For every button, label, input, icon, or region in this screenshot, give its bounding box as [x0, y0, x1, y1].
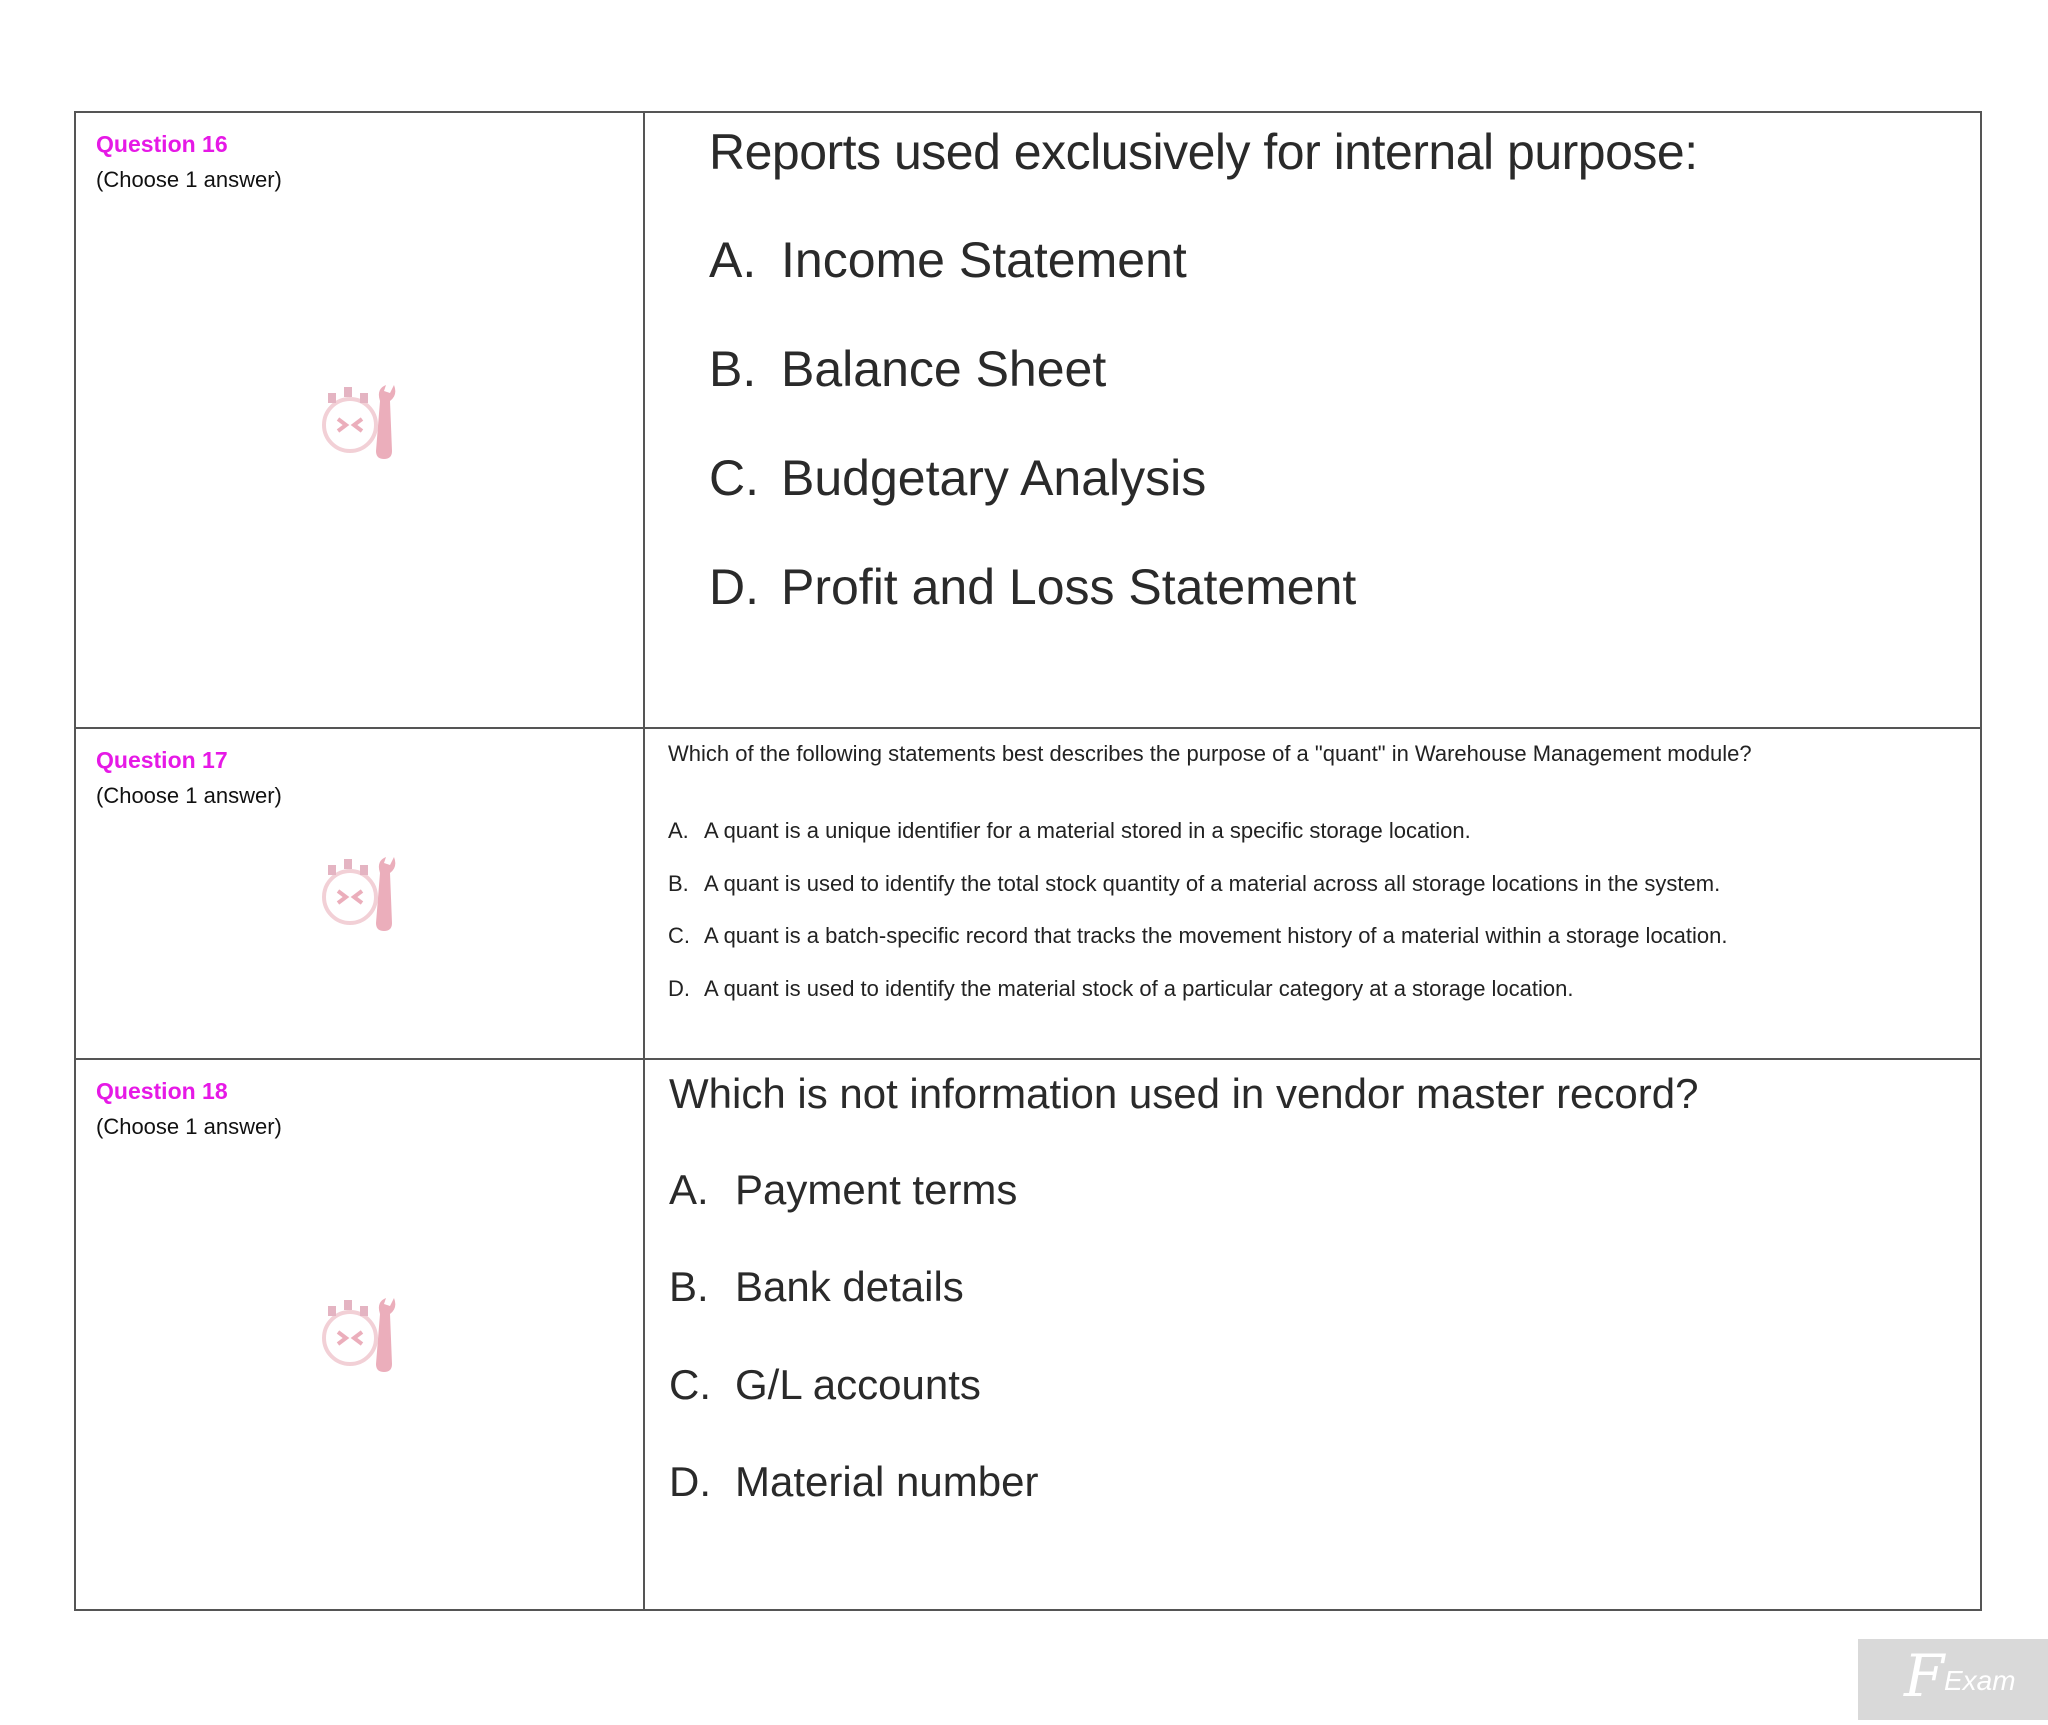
question-row-17: [75, 728, 1981, 1059]
logo-text: Exam: [1944, 1665, 2016, 1696]
answer-option-b[interactable]: [669, 1263, 964, 1311]
answer-option-c[interactable]: [668, 923, 1728, 949]
answer-option-d[interactable]: [668, 976, 1573, 1002]
question-stem: Which is not information used in vendor master record?: [669, 1070, 1699, 1117]
option-text: Balance Sheet: [781, 341, 1107, 397]
choose-note: (Choose 1 answer): [96, 1114, 282, 1139]
answer-option-c[interactable]: [709, 449, 1206, 507]
question-title: Question 17: [96, 747, 228, 773]
option-letter: A.: [669, 1166, 709, 1213]
watermark-icon: [314, 847, 414, 937]
option-letter: C.: [668, 923, 690, 948]
watermark-icon: [314, 375, 414, 465]
answer-option-a[interactable]: [709, 231, 1187, 289]
option-text: A quant is a unique identifier for a material stored in a specific storage location.: [704, 818, 1471, 843]
option-text: A quant is used to identify the total stock quantity of a material across all storage locations in the system.: [704, 871, 1721, 896]
logo-mark: F: [1904, 1642, 1945, 1710]
option-text: A quant is used to identify the material stock of a particular category at a storage location.: [704, 976, 1574, 1001]
option-text: G/L accounts: [735, 1361, 981, 1408]
question-stem: Which of the following statements best describes the purpose of a "quant" in Warehouse Management module?: [668, 741, 1752, 766]
answer-option-a[interactable]: [668, 818, 1471, 844]
question-content-cell: [644, 112, 1981, 728]
choose-note: (Choose 1 answer): [96, 167, 282, 192]
option-text: Budgetary Analysis: [781, 450, 1207, 506]
brand-logo: [1858, 1639, 2048, 1720]
question-meta-cell: [75, 1059, 644, 1610]
question-row-16: [75, 112, 1981, 728]
answer-option-d[interactable]: [669, 1458, 1038, 1506]
option-letter: D.: [668, 976, 690, 1001]
watermark-icon: [314, 1288, 414, 1378]
question-title: Question 16: [96, 131, 228, 157]
option-text: Payment terms: [735, 1166, 1018, 1213]
answer-option-a[interactable]: [669, 1166, 1017, 1214]
option-letter: B.: [669, 1263, 709, 1310]
choose-note: (Choose 1 answer): [96, 783, 282, 808]
answer-option-d[interactable]: [709, 558, 1356, 616]
option-letter: A.: [709, 232, 757, 288]
question-content-cell: [644, 1059, 1981, 1610]
option-text: Material number: [735, 1458, 1039, 1505]
question-title: Question 18: [96, 1078, 228, 1104]
option-letter: B.: [709, 341, 757, 397]
option-letter: C.: [709, 450, 759, 506]
answer-option-b[interactable]: [709, 340, 1106, 398]
question-meta-cell: [75, 728, 644, 1059]
option-letter: D.: [709, 559, 759, 615]
option-text: Profit and Loss Statement: [781, 559, 1357, 615]
answer-option-b[interactable]: [668, 871, 1720, 897]
option-letter: C.: [669, 1361, 711, 1408]
option-text: Bank details: [735, 1263, 964, 1310]
question-meta-cell: [75, 112, 644, 728]
option-letter: A.: [668, 818, 689, 843]
option-letter: B.: [668, 871, 689, 896]
option-text: A quant is a batch-specific record that tracks the movement history of a material within a storage location.: [704, 923, 1728, 948]
question-row-18: [75, 1059, 1981, 1610]
answer-option-c[interactable]: [669, 1361, 981, 1409]
questions-table: [74, 111, 1982, 1611]
question-stem: Reports used exclusively for internal purpose:: [709, 124, 1698, 180]
option-text: Income Statement: [781, 232, 1187, 288]
question-content-cell: [644, 728, 1981, 1059]
option-letter: D.: [669, 1458, 711, 1505]
